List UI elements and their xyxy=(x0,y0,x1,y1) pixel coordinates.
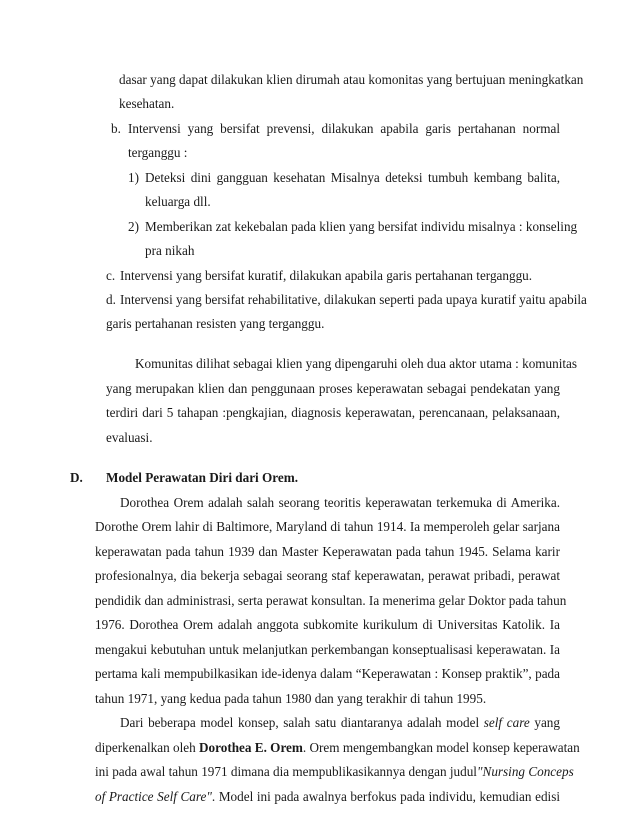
text-run: ini pada awal tahun 1971 dimana dia mempublikasikannya dengan judul xyxy=(95,764,477,779)
text-line: Intervensi yang bersifat rehabilitative, dilakukan seperti pada upaya kuratif yaitu apabila xyxy=(120,292,587,307)
text-line: yang merupakan klien dan penggunaan proses keperawatan sebagai pendekatan yang xyxy=(106,381,560,396)
text-line: dasar yang dapat dilakukan klien dirumah atau komonitas yang bertujuan meningkatkan xyxy=(119,72,584,87)
italic-title: "Nursing Conceps xyxy=(476,764,574,779)
list-marker: 2) xyxy=(128,219,139,234)
text-line: tahun 1971, yang kedua pada tahun 1980 dan yang terakhir di tahun 1995. xyxy=(95,691,487,706)
text-line: Dorothea Orem adalah salah seorang teoritis keperawatan terkemuka di Amerika. xyxy=(120,495,560,510)
text-line: pertama kali mempubilkasikan ide-idenya dalam “Keperawatan : Konsep praktik”, pada xyxy=(95,666,560,681)
text-line: Dorothe Orem lahir di Baltimore, Maryland di tahun 1914. Ia memperoleh gelar sarjana xyxy=(95,519,560,534)
text-line xyxy=(95,789,560,805)
text-line: kesehatan. xyxy=(119,96,175,111)
list-marker: 1) xyxy=(128,170,139,185)
text-line: 1976. Dorothea Orem adalah anggota subkomite kurikulum di Universitas Katolik. Ia xyxy=(95,617,560,632)
text-line xyxy=(120,715,560,731)
text-line: evaluasi. xyxy=(106,430,153,445)
text-line: profesionalnya, dia bekerja sebagai seorang staf keperawatan, perawat pribadi, perawat xyxy=(95,568,560,583)
list-marker: b. xyxy=(111,121,121,136)
text-line: Intervensi yang bersifat prevensi, dilakukan apabila garis pertahanan normal xyxy=(128,121,560,136)
text-run: Dari beberapa model konsep, salah satu diantaranya adalah model xyxy=(120,715,484,730)
section-number: D. xyxy=(70,470,83,485)
text-line: terganggu : xyxy=(128,145,188,160)
text-run: diperkenalkan oleh xyxy=(95,740,199,755)
text-line: pra nikah xyxy=(145,243,195,258)
list-marker: d. xyxy=(106,292,116,307)
italic-term: self care xyxy=(483,715,530,730)
text-line: Intervensi yang bersifat kuratif, dilakukan apabila garis pertahanan terganggu. xyxy=(120,268,533,283)
text-run: . Model ini pada awalnya berfokus pada individu, kemudian edisi xyxy=(211,789,560,804)
text-line xyxy=(95,740,580,756)
list-marker: c. xyxy=(106,268,116,283)
text-line xyxy=(95,764,574,780)
text-line: keperawatan pada tahun 1939 dan Master Keperawatan pada tahun 1945. Selama karir xyxy=(95,544,560,559)
text-line: Komunitas dilihat sebagai klien yang dipengaruhi oleh dua aktor utama : komunitas xyxy=(135,356,578,371)
section-heading: Model Perawatan Diri dari Orem. xyxy=(106,470,299,485)
text-line: terdiri dari 5 tahapan :pengkajian, diagnosis keperawatan, perencanaan, pelaksanaan, xyxy=(106,405,560,420)
text-run: . Orem mengembangkan model konsep keperawatan xyxy=(302,740,580,755)
text-line: keluarga dll. xyxy=(145,194,211,209)
text-line: mengakui kebutuhan untuk melanjutkan perkembangan konseptualisasi keperawatan. Ia xyxy=(95,642,560,657)
text-line: pendidik dan administrasi, serta perawat konsultan. Ia menerima gelar Doktor pada tahun xyxy=(95,593,567,608)
text-line: Deteksi dini gangguan kesehatan Misalnya deteksi tumbuh kembang balita, xyxy=(145,170,560,185)
text-line: garis pertahanan resisten yang terganggu. xyxy=(106,316,325,331)
bold-name: Dorothea E. Orem xyxy=(199,740,303,755)
text-run: yang xyxy=(529,715,560,730)
italic-title: of Practice Self Care" xyxy=(95,789,212,804)
text-line: Memberikan zat kekebalan pada klien yang bersifat individu misalnya : konseling xyxy=(145,219,578,234)
